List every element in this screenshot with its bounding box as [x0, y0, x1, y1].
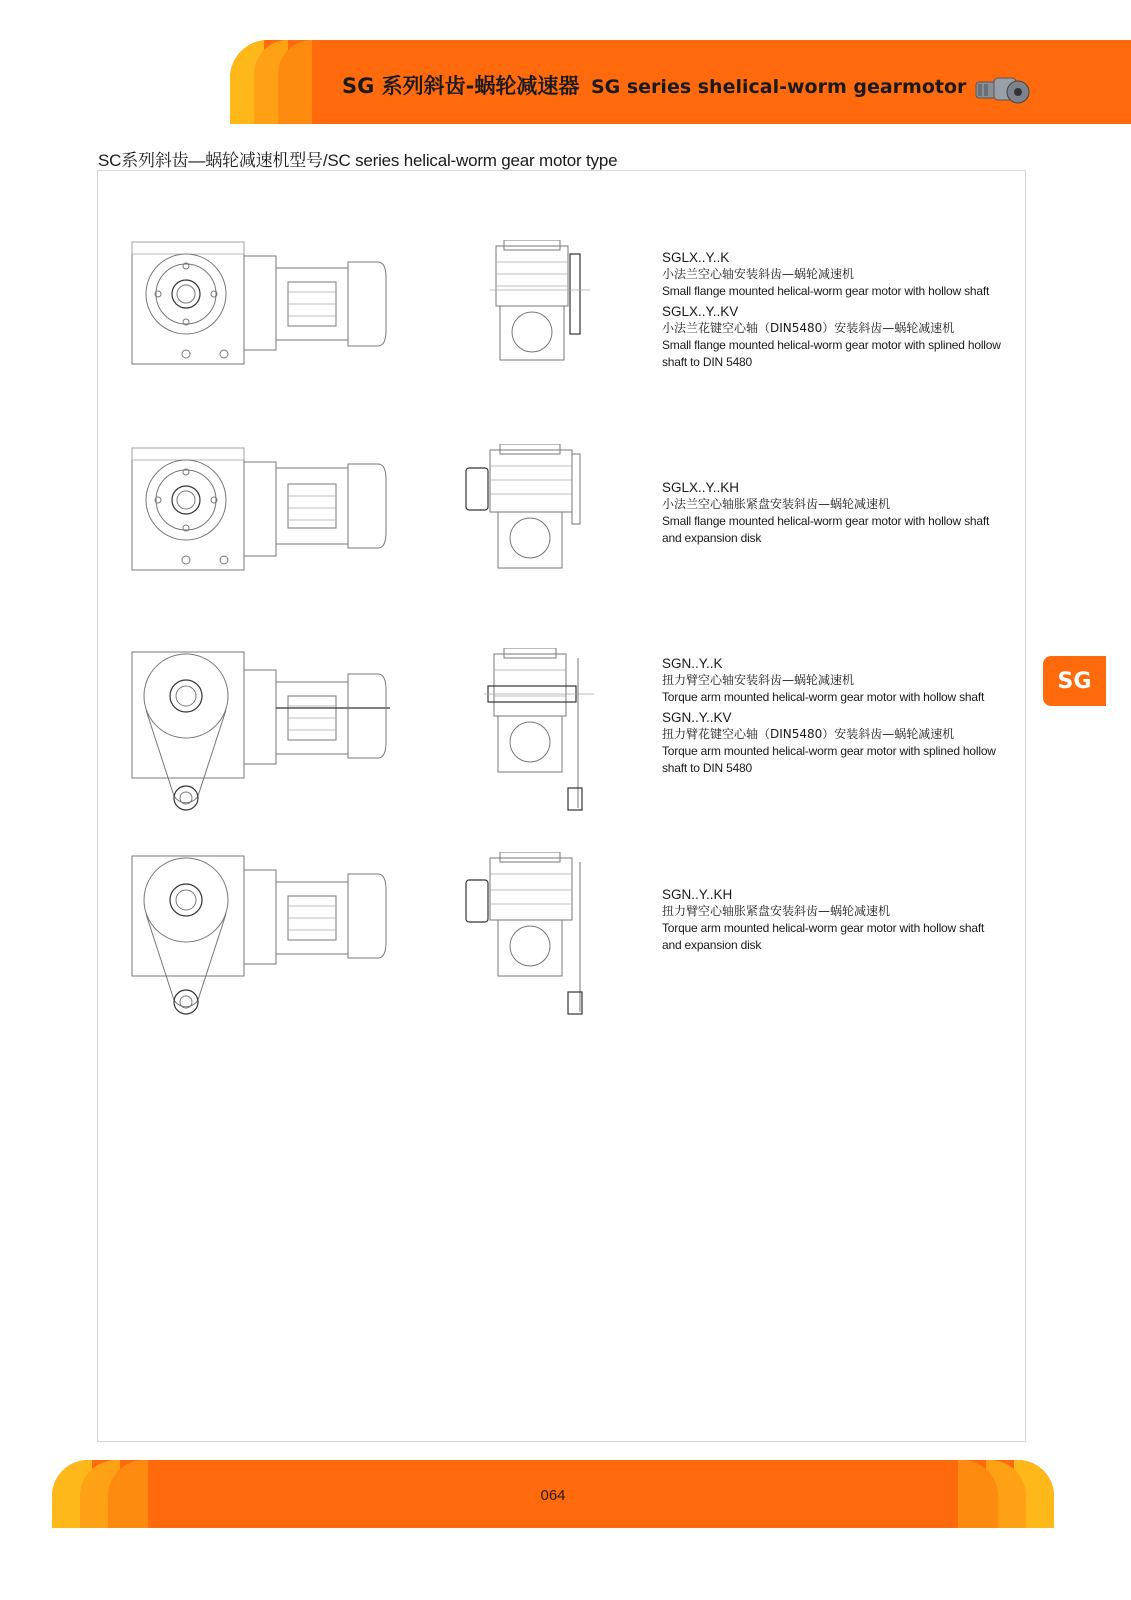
front-view-drawing	[128, 852, 392, 1022]
page-number: 064	[540, 1487, 566, 1504]
model-name-en: Torque arm mounted helical-worm gear motor with hollow shaft	[662, 921, 985, 935]
model-code: SGLX..Y..KV	[662, 304, 739, 319]
model-name-cn: 扭力臂花键空心轴（DIN5480）安装斜齿—蜗轮减速机	[662, 727, 955, 741]
section-title: SC系列斜齿—蜗轮减速机型号/SC series helical-worm gear motor type	[98, 151, 618, 170]
front-view-drawing	[128, 648, 392, 820]
model-name-cn: 扭力臂空心轴胀紧盘安装斜齿—蜗轮减速机	[662, 904, 891, 918]
model-code: SGN..Y..K	[662, 656, 723, 671]
model-name-cn: 小法兰空心轴胀紧盘安装斜齿—蜗轮减速机	[662, 497, 891, 511]
model-name-en: and expansion disk	[662, 938, 762, 952]
model-name-en: and expansion disk	[662, 531, 762, 545]
model-code: SGLX..Y..KH	[662, 480, 740, 495]
model-code: SGN..Y..KV	[662, 710, 732, 725]
model-name-en: Small flange mounted helical-worm gear motor with hollow shaft	[662, 514, 990, 528]
model-name-cn: 小法兰花键空心轴（DIN5480）安装斜齿—蜗轮减速机	[662, 321, 955, 335]
model-name-cn: 小法兰空心轴安装斜齿—蜗轮减速机	[662, 267, 855, 281]
model-name-en: Torque arm mounted helical-worm gear motor with hollow shaft	[662, 690, 985, 704]
model-name-en: Small flange mounted helical-worm gear motor with splined hollow	[662, 338, 1001, 352]
model-name-cn: 扭力臂空心轴安装斜齿—蜗轮减速机	[662, 673, 855, 687]
model-description	[662, 250, 1012, 371]
model-description	[662, 656, 1012, 777]
model-description	[662, 480, 1012, 547]
model-name-en: Small flange mounted helical-worm gear motor with hollow shaft	[662, 284, 990, 298]
model-name-en: shaft to DIN 5480	[662, 355, 752, 369]
model-description	[662, 887, 1012, 954]
side-view-drawing	[462, 852, 596, 1020]
front-view-drawing	[128, 444, 392, 574]
model-name-en: Torque arm mounted helical-worm gear motor with splined hollow	[662, 744, 996, 758]
header-title-cn: SG 系列斜齿-蜗轮减速器	[342, 74, 580, 98]
header-banner	[230, 40, 1131, 124]
model-code: SGN..Y..KH	[662, 887, 733, 902]
header-title-en: SG series shelical-worm gearmotor	[590, 76, 967, 98]
side-tab-sg[interactable]: SG	[1043, 656, 1106, 706]
header-title	[342, 70, 966, 100]
side-view-drawing	[462, 444, 592, 572]
model-code: SGLX..Y..K	[662, 250, 730, 265]
side-view-drawing	[486, 240, 596, 368]
side-view-drawing	[484, 648, 596, 816]
front-view-drawing	[128, 238, 392, 368]
gearmotor-icon	[974, 70, 1032, 111]
footer-banner	[52, 1460, 1054, 1528]
model-name-en: shaft to DIN 5480	[662, 761, 752, 775]
